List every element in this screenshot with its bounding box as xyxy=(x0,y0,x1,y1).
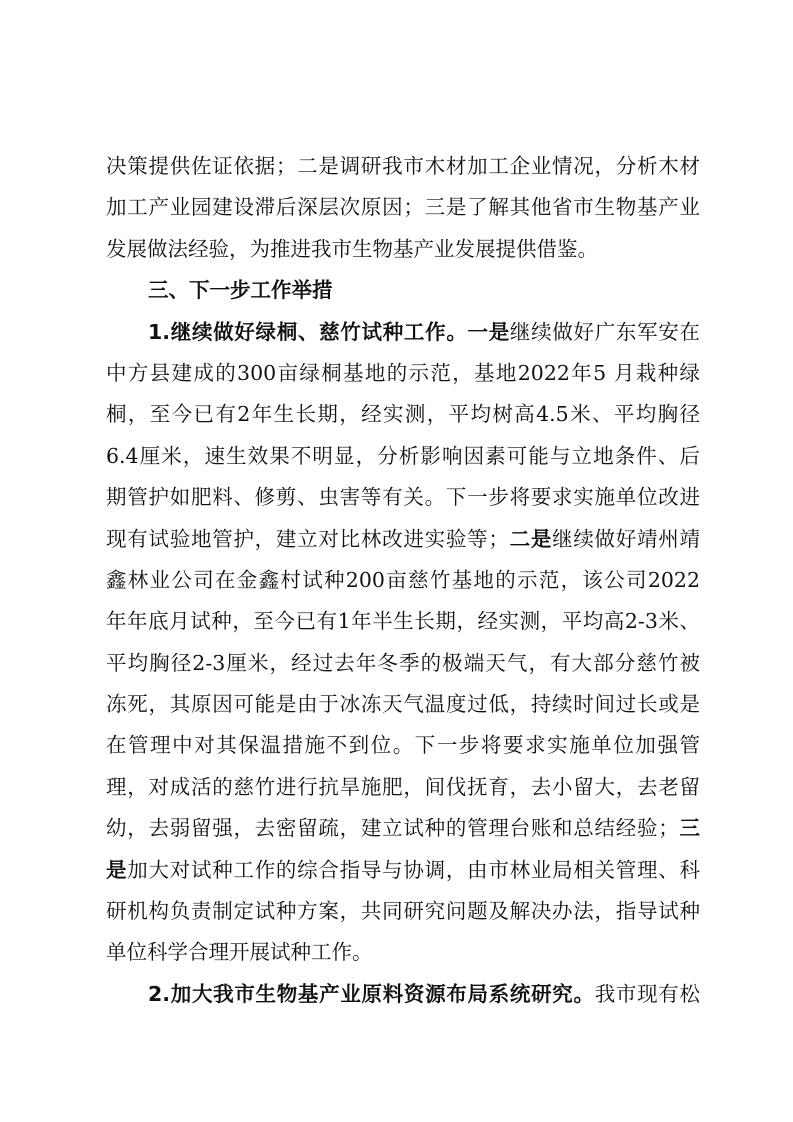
subsection-heading: 2.加大我市生物基产业原料资源布局系统研究。 xyxy=(148,981,595,1006)
paragraph xyxy=(106,974,700,1015)
text-run: 现有试验地管护，建立对比林改进实验等； xyxy=(106,526,509,551)
text-line xyxy=(106,808,700,849)
text-run: 继续做好靖州靖 xyxy=(552,526,701,551)
bold-marker: 一是 xyxy=(467,319,510,344)
text-line: 决策提供佐证依据；二是调研我市木材加工企业情况，分析木材 xyxy=(106,154,700,178)
text-line: 桐，至今已有2年生长期，经实测，平均树高4.5米、平均胸径 xyxy=(106,402,700,427)
text-line: 发展做法经验，为推进我市生物基产业发展提供借鉴。 xyxy=(106,236,598,261)
text-line: 在管理中对其保温措施不到位。下一步将要求实施单位加强管 xyxy=(106,733,700,758)
text-line: 年年底月试种，至今已有1年半生长期，经实测，平均高2-3米、 xyxy=(106,609,700,634)
bold-marker: 是 xyxy=(106,857,128,882)
bold-marker: 二是 xyxy=(508,526,553,551)
text-line: 研机构负责制定试种方案，共同研究问题及解决办法，指导试种 xyxy=(106,899,700,924)
text-line: 6.4厘米，速生效果不明显，分析影响因素可能与立地条件、后 xyxy=(106,443,700,468)
text-run: 加大对试种工作的综合指导与协调，由市林业局相关管理、科 xyxy=(127,857,701,882)
text-line xyxy=(106,850,700,891)
paragraph xyxy=(106,146,700,270)
text-line: 加工产业园建设滞后深层次原因；三是了解其他省市生物基产业 xyxy=(106,195,700,220)
text-run: 我市现有松 xyxy=(594,981,700,1006)
paragraph xyxy=(106,312,700,974)
text-line: 单位科学合理开展试种工作。 xyxy=(106,940,373,965)
text-line: 中方县建成的300亩绿桐基地的示范，基地2022年5 月栽种绿 xyxy=(106,360,700,385)
text-run: 幼，去弱留强，去密留疏，建立试种的管理台账和总结经验； xyxy=(106,816,679,841)
bold-marker: 三 xyxy=(678,816,701,841)
text-line xyxy=(106,312,700,353)
text-line: 冻死，其原因可能是由于冰冻天气温度过低，持续时间过长或是 xyxy=(106,692,700,717)
text-line xyxy=(106,519,700,560)
text-run: 继续做好广东军安在 xyxy=(509,319,701,344)
subsection-heading: 1.继续做好绿桐、慈竹试种工作。 xyxy=(148,319,468,344)
text-line: 平均胸径2-3厘米，经过去年冬季的极端天气，有大部分慈竹被 xyxy=(106,650,700,675)
text-line xyxy=(106,974,700,1015)
text-line: 期管护如肥料、修剪、虫害等有关。下一步将要求实施单位改进 xyxy=(106,485,700,510)
document-body xyxy=(106,146,700,1015)
text-line: 理，对成活的慈竹进行抗旱施肥，间伐抚育，去小留大，去老留 xyxy=(106,774,700,799)
text-line: 鑫林业公司在金鑫村试种200亩慈竹基地的示范，该公司2022 xyxy=(106,567,700,592)
section-heading: 三、下一步工作举措 xyxy=(148,278,333,303)
